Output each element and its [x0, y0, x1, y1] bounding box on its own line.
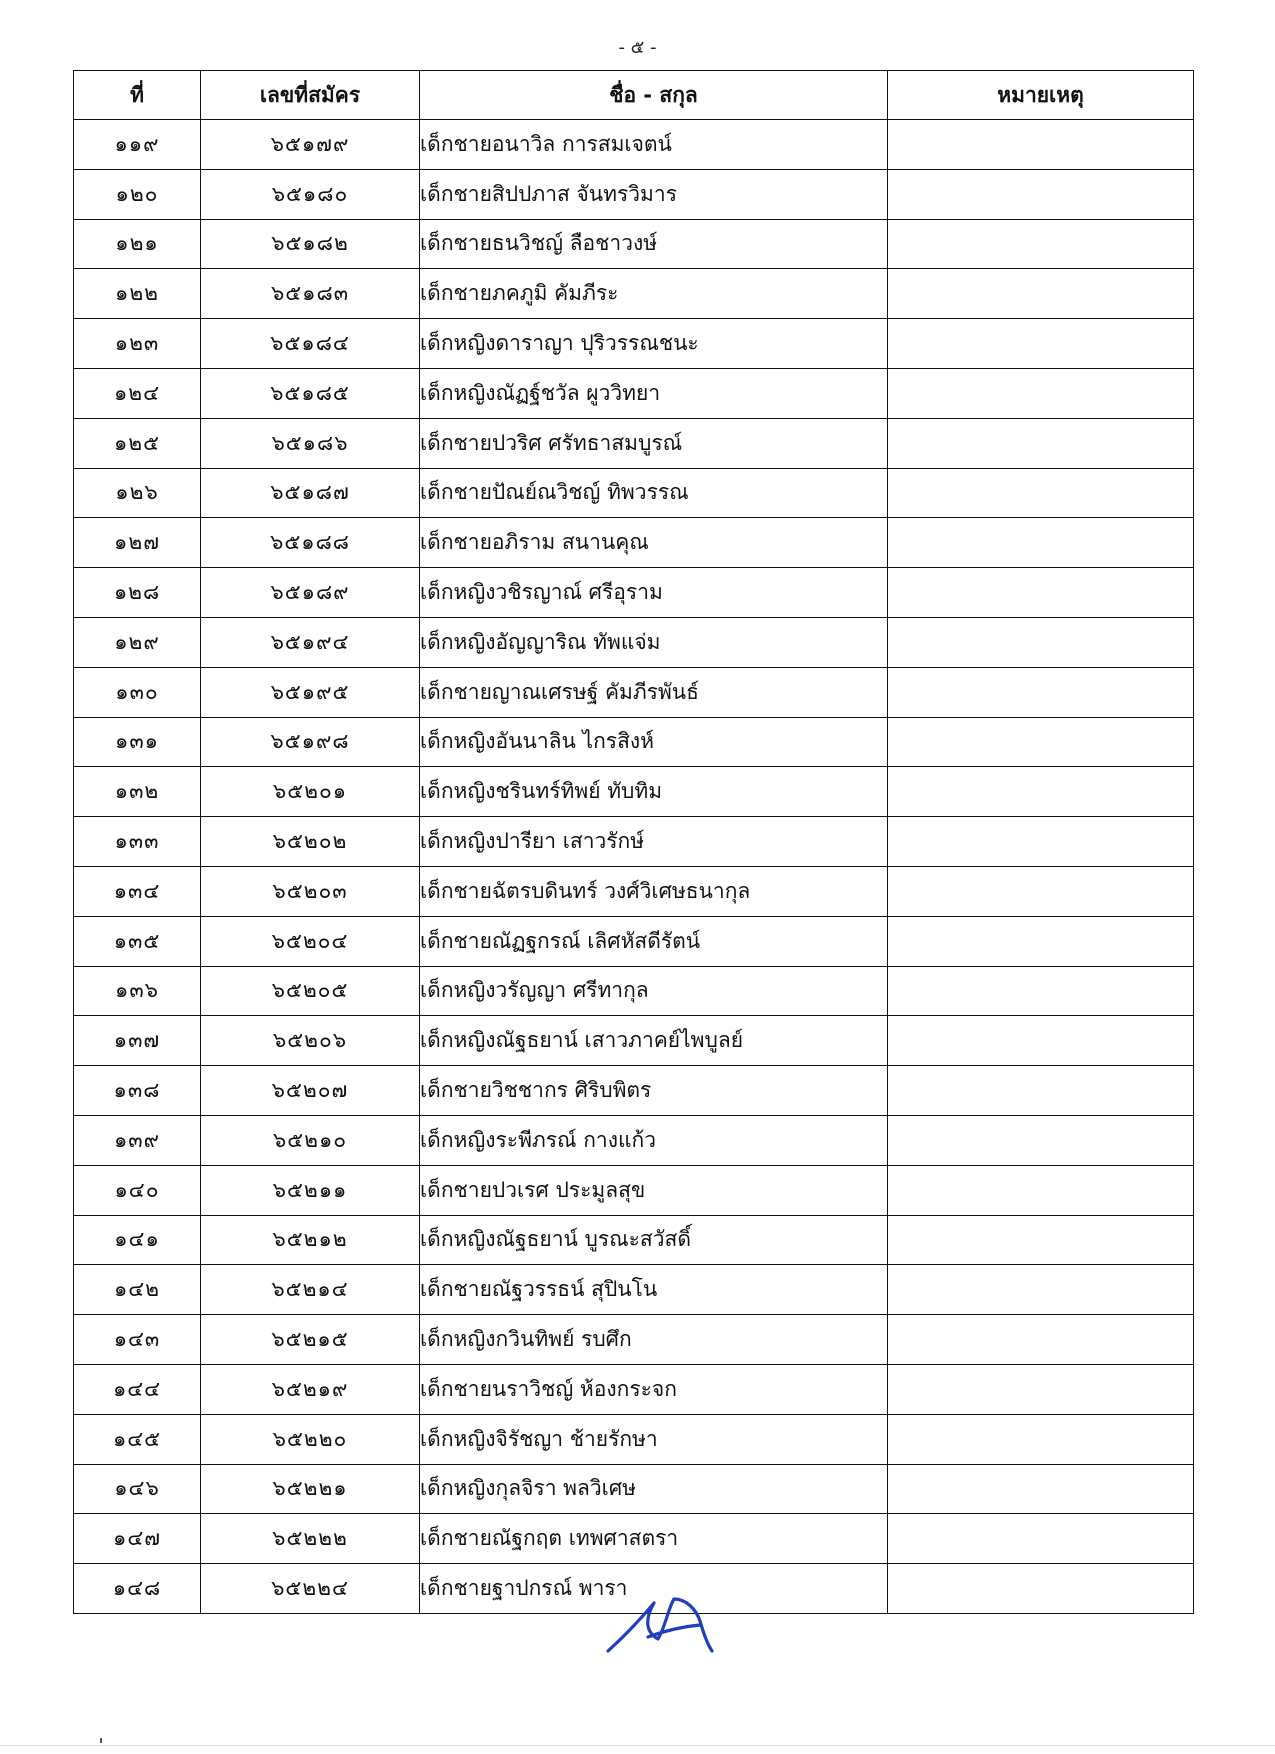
- row-number-cell: ๑๓๘: [74, 1066, 201, 1116]
- remarks-cell: [888, 1016, 1194, 1066]
- application-number-cell: ๖๕๑๘๕: [201, 368, 420, 418]
- remarks-cell: [888, 518, 1194, 568]
- remarks-cell: [888, 1066, 1194, 1116]
- full-name-cell: เด็กหญิงณัฐธยาน์ เสาวภาคย์ไพบูลย์: [420, 1016, 888, 1066]
- remarks-cell: [888, 418, 1194, 468]
- row-number-cell: ๑๒๕: [74, 418, 201, 468]
- row-number-cell: ๑๔๕: [74, 1414, 201, 1464]
- application-number-cell: ๖๕๑๗๙: [201, 120, 420, 170]
- remarks-cell: [888, 617, 1194, 667]
- row-number-cell: ๑๔๓: [74, 1315, 201, 1365]
- remarks-cell: [888, 319, 1194, 369]
- table-row: [74, 1514, 1194, 1564]
- remarks-cell: [888, 1464, 1194, 1514]
- header-application-number: เลขที่สมัคร: [201, 71, 420, 120]
- full-name-cell: เด็กหญิงปารียา เสาวรักษ์: [420, 817, 888, 867]
- remarks-cell: [888, 1165, 1194, 1215]
- table-row: [74, 916, 1194, 966]
- remarks-cell: [888, 1414, 1194, 1464]
- table-row: [74, 219, 1194, 269]
- table-row: [74, 1265, 1194, 1315]
- remarks-cell: [888, 966, 1194, 1016]
- row-number-cell: ๑๒๗: [74, 518, 201, 568]
- table-row: [74, 866, 1194, 916]
- application-number-cell: ๖๕๒๑๔: [201, 1265, 420, 1315]
- remarks-cell: [888, 1215, 1194, 1265]
- full-name-cell: เด็กหญิงวรัญญา ศรีทากุล: [420, 966, 888, 1016]
- header-no: ที่: [74, 71, 201, 120]
- row-number-cell: ๑๒๓: [74, 319, 201, 369]
- table-row: [74, 966, 1194, 1016]
- row-number-cell: ๑๑๙: [74, 120, 201, 170]
- application-number-cell: ๖๕๒๐๖: [201, 1016, 420, 1066]
- row-number-cell: ๑๒๖: [74, 468, 201, 518]
- row-number-cell: ๑๔๘: [74, 1564, 201, 1614]
- full-name-cell: เด็กชายนราวิชญ์ ห้องกระจก: [420, 1364, 888, 1414]
- row-number-cell: ๑๒๐: [74, 169, 201, 219]
- table-row: [74, 120, 1194, 170]
- remarks-cell: [888, 468, 1194, 518]
- full-name-cell: เด็กชายฉัตรบดินทร์ วงศ์วิเศษธนากุล: [420, 866, 888, 916]
- full-name-cell: เด็กชายปวเรศ ประมูลสุข: [420, 1165, 888, 1215]
- table-row: [74, 319, 1194, 369]
- table-row: [74, 169, 1194, 219]
- full-name-cell: เด็กชายณัฐกฤต เทพศาสตรา: [420, 1514, 888, 1564]
- application-number-cell: ๖๕๒๑๐: [201, 1115, 420, 1165]
- remarks-cell: [888, 1364, 1194, 1414]
- scan-edge-line: [0, 1745, 1275, 1746]
- application-number-cell: ๖๕๒๒๔: [201, 1564, 420, 1614]
- row-number-cell: ๑๒๔: [74, 368, 201, 418]
- row-number-cell: ๑๓๙: [74, 1115, 201, 1165]
- row-number-cell: ๑๔๔: [74, 1364, 201, 1414]
- row-number-cell: ๑๔๗: [74, 1514, 201, 1564]
- table-row: [74, 767, 1194, 817]
- row-number-cell: ๑๔๐: [74, 1165, 201, 1215]
- application-number-cell: ๖๕๒๒๐: [201, 1414, 420, 1464]
- row-number-cell: ๑๓๓: [74, 817, 201, 867]
- application-number-cell: ๖๕๒๑๙: [201, 1364, 420, 1414]
- remarks-cell: [888, 866, 1194, 916]
- application-number-cell: ๖๕๑๘๙: [201, 568, 420, 618]
- application-number-cell: ๖๕๒๐๕: [201, 966, 420, 1016]
- table-row: [74, 667, 1194, 717]
- full-name-cell: เด็กหญิงจิรัชญา ช้ายรักษา: [420, 1414, 888, 1464]
- table-row: [74, 518, 1194, 568]
- remarks-cell: [888, 767, 1194, 817]
- full-name-cell: เด็กชายธนวิชญ์ ลือชาวงษ์: [420, 219, 888, 269]
- full-name-cell: เด็กหญิงณัฐธยาน์ บูรณะสวัสดิ์: [420, 1215, 888, 1265]
- application-number-cell: ๖๕๒๑๑: [201, 1165, 420, 1215]
- full-name-cell: เด็กชายณัฏฐกรณ์ เลิศหัสดีรัตน์: [420, 916, 888, 966]
- row-number-cell: ๑๔๒: [74, 1265, 201, 1315]
- table-row: [74, 1165, 1194, 1215]
- application-number-cell: ๖๕๒๐๗: [201, 1066, 420, 1116]
- full-name-cell: เด็กชายภคภูมิ คัมภีระ: [420, 269, 888, 319]
- remarks-cell: [888, 368, 1194, 418]
- full-name-cell: เด็กชายสิปปภาส จันทรวิมาร: [420, 169, 888, 219]
- table-row: [74, 1215, 1194, 1265]
- table-row: [74, 1364, 1194, 1414]
- remarks-cell: [888, 916, 1194, 966]
- remarks-cell: [888, 1514, 1194, 1564]
- row-number-cell: ๑๓๗: [74, 1016, 201, 1066]
- full-name-cell: เด็กหญิงดาราญา ปุริวรรณชนะ: [420, 319, 888, 369]
- scan-mark: [100, 1738, 102, 1743]
- row-number-cell: ๑๒๒: [74, 269, 201, 319]
- row-number-cell: ๑๓๔: [74, 866, 201, 916]
- table-row: [74, 568, 1194, 618]
- full-name-cell: เด็กหญิงระพีภรณ์ กางแก้ว: [420, 1115, 888, 1165]
- full-name-cell: เด็กหญิงชรินทร์ทิพย์ ทับทิม: [420, 767, 888, 817]
- application-number-cell: ๖๕๑๙๔: [201, 617, 420, 667]
- full-name-cell: เด็กหญิงอัญญาริณ ทัพแจ่ม: [420, 617, 888, 667]
- header-remarks: หมายเหตุ: [888, 71, 1194, 120]
- full-name-cell: เด็กชายวิชชากร ศิริบพิตร: [420, 1066, 888, 1116]
- signature: [600, 1585, 740, 1655]
- application-number-cell: ๖๕๑๘๘: [201, 518, 420, 568]
- application-number-cell: ๖๕๒๑๕: [201, 1315, 420, 1365]
- remarks-cell: [888, 1265, 1194, 1315]
- row-number-cell: ๑๓๐: [74, 667, 201, 717]
- application-number-cell: ๖๕๒๒๑: [201, 1464, 420, 1514]
- application-number-cell: ๖๕๒๑๒: [201, 1215, 420, 1265]
- full-name-cell: เด็กชายปวริศ ศรัทธาสมบูรณ์: [420, 418, 888, 468]
- table-row: [74, 1414, 1194, 1464]
- row-number-cell: ๑๔๑: [74, 1215, 201, 1265]
- full-name-cell: เด็กชายอนาวิล การสมเจตน์: [420, 120, 888, 170]
- row-number-cell: ๑๓๒: [74, 767, 201, 817]
- full-name-cell: เด็กชายญาณเศรษฐ์ คัมภีรพันธ์: [420, 667, 888, 717]
- application-number-cell: ๖๕๑๙๘: [201, 717, 420, 767]
- remarks-cell: [888, 120, 1194, 170]
- application-number-cell: ๖๕๒๐๑: [201, 767, 420, 817]
- full-name-cell: เด็กหญิงณัฏฐ์ชวัล ผูววิทยา: [420, 368, 888, 418]
- full-name-cell: เด็กหญิงอันนาลิน ไกรสิงห์: [420, 717, 888, 767]
- table-header-row: [74, 71, 1194, 120]
- remarks-cell: [888, 269, 1194, 319]
- remarks-cell: [888, 667, 1194, 717]
- remarks-cell: [888, 1315, 1194, 1365]
- row-number-cell: ๑๒๙: [74, 617, 201, 667]
- table-row: [74, 1464, 1194, 1514]
- table-row: [74, 1115, 1194, 1165]
- table-row: [74, 1016, 1194, 1066]
- application-number-cell: ๖๕๑๘๒: [201, 219, 420, 269]
- table-row: [74, 368, 1194, 418]
- remarks-cell: [888, 169, 1194, 219]
- application-number-cell: ๖๕๑๘๐: [201, 169, 420, 219]
- remarks-cell: [888, 219, 1194, 269]
- application-number-cell: ๖๕๒๐๔: [201, 916, 420, 966]
- application-number-cell: ๖๕๑๙๕: [201, 667, 420, 717]
- application-number-cell: ๖๕๑๘๗: [201, 468, 420, 518]
- remarks-cell: [888, 1115, 1194, 1165]
- applicant-table: [73, 70, 1194, 1614]
- row-number-cell: ๑๔๖: [74, 1464, 201, 1514]
- table-row: [74, 617, 1194, 667]
- application-number-cell: ๖๕๑๘๔: [201, 319, 420, 369]
- table-row: [74, 717, 1194, 767]
- table-row: [74, 468, 1194, 518]
- row-number-cell: ๑๓๕: [74, 916, 201, 966]
- full-name-cell: เด็กหญิงกุลจิรา พลวิเศษ: [420, 1464, 888, 1514]
- application-number-cell: ๖๕๒๐๒: [201, 817, 420, 867]
- application-number-cell: ๖๕๒๒๒: [201, 1514, 420, 1564]
- full-name-cell: เด็กหญิงวชิรญาณ์ ศรีอุราม: [420, 568, 888, 618]
- table-row: [74, 1066, 1194, 1116]
- row-number-cell: ๑๒๘: [74, 568, 201, 618]
- row-number-cell: ๑๒๑: [74, 219, 201, 269]
- page-number: - ๕ -: [618, 37, 657, 58]
- row-number-cell: ๑๓๑: [74, 717, 201, 767]
- full-name-cell: เด็กชายณัฐวรรธน์ สุปินโน: [420, 1265, 888, 1315]
- remarks-cell: [888, 817, 1194, 867]
- table-row: [74, 269, 1194, 319]
- table-row: [74, 418, 1194, 468]
- application-number-cell: ๖๕๒๐๓: [201, 866, 420, 916]
- full-name-cell: เด็กหญิงกวินทิพย์ รบศึก: [420, 1315, 888, 1365]
- full-name-cell: เด็กชายปัณย์ณวิชญ์ ทิพวรรณ: [420, 468, 888, 518]
- table-row: [74, 817, 1194, 867]
- row-number-cell: ๑๓๖: [74, 966, 201, 1016]
- full-name-cell: เด็กชายฐาปกรณ์ พารา: [420, 1564, 888, 1614]
- table-row: [74, 1315, 1194, 1365]
- remarks-cell: [888, 717, 1194, 767]
- remarks-cell: [888, 1564, 1194, 1614]
- full-name-cell: เด็กชายอภิราม สนานคุณ: [420, 518, 888, 568]
- header-full-name: ชื่อ - สกุล: [420, 71, 888, 120]
- application-number-cell: ๖๕๑๘๖: [201, 418, 420, 468]
- remarks-cell: [888, 568, 1194, 618]
- application-number-cell: ๖๕๑๘๓: [201, 269, 420, 319]
